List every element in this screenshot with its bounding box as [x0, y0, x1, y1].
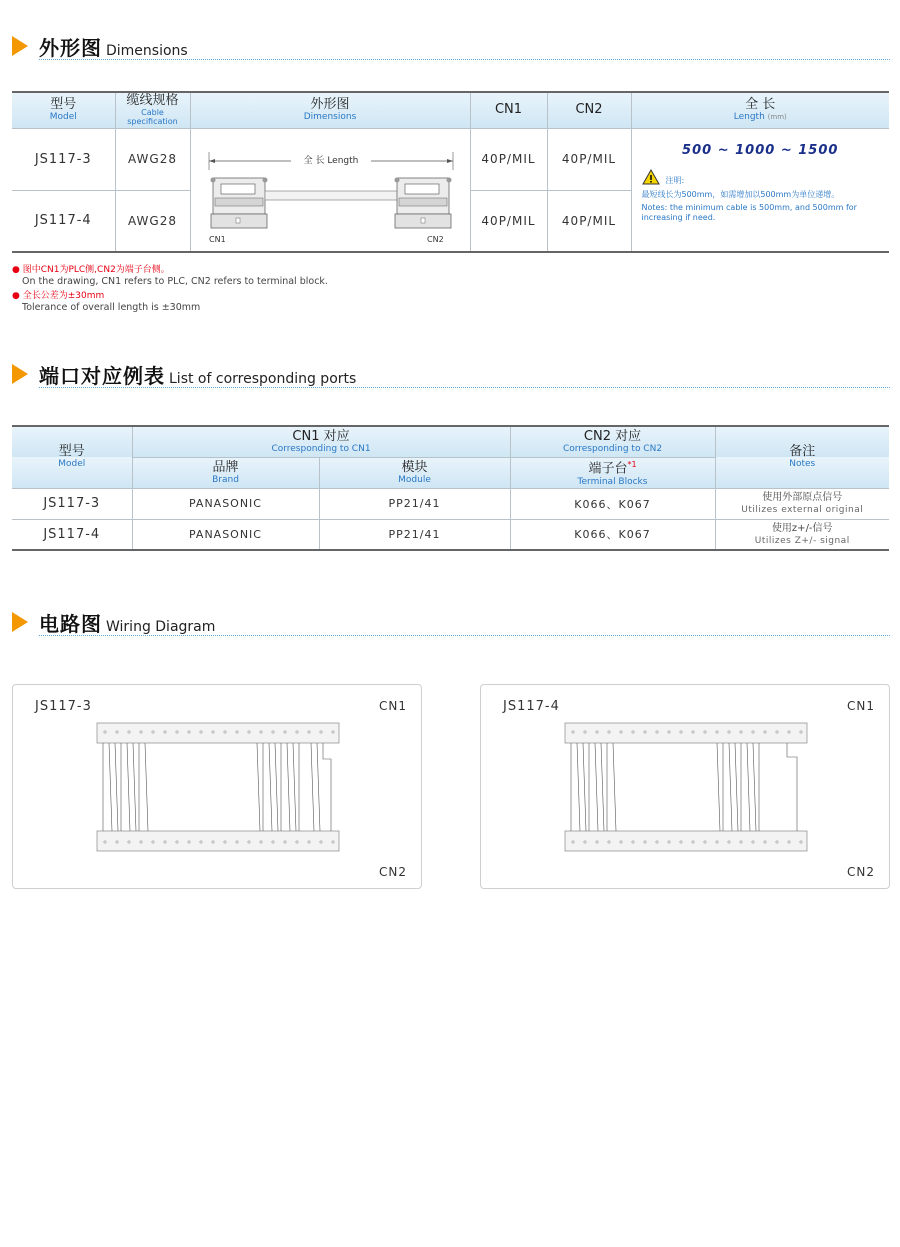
section-arrow-icon — [12, 364, 28, 384]
cn2-connector-block — [565, 831, 807, 851]
wire — [127, 743, 130, 831]
footnotes — [12, 264, 328, 314]
cn1-connector-icon — [210, 177, 267, 228]
model-cell: JS117-3 — [12, 488, 132, 519]
brand-cell: PANASONIC — [132, 519, 319, 550]
wire — [293, 743, 296, 831]
wire — [311, 743, 314, 831]
header-model: 型号 Model — [12, 92, 115, 128]
drawing-label-cn2: CN2 — [426, 234, 444, 244]
note-cn: 最短线长为500mm，如需增加以500mm为单位递增。 — [641, 189, 840, 199]
ports-table — [12, 425, 889, 551]
wiring-diagram — [481, 685, 889, 888]
header-module: 模块 Module — [319, 457, 510, 488]
section-title: 外形图 Dimensions — [39, 36, 188, 60]
wire — [269, 743, 272, 831]
table-row — [12, 128, 889, 190]
cn1-connector-block — [97, 723, 339, 743]
arrow-left-icon — [209, 159, 215, 163]
section-header-dimensions — [12, 32, 890, 62]
wire — [109, 743, 112, 831]
section-header-ports — [12, 360, 890, 390]
wiring-model-label: JS117-4 — [503, 699, 560, 714]
wiring-panel — [12, 684, 422, 889]
wire — [257, 743, 260, 831]
wire — [753, 743, 756, 831]
cn2-cell: 40P/MIL — [547, 128, 631, 190]
section-title: 电路图 Wiring Diagram — [39, 612, 216, 636]
cable-cell: AWG28 — [115, 190, 190, 252]
length-label: 全 长 Length — [303, 155, 358, 166]
cn2-connector-icon — [394, 177, 451, 228]
footnote-en: On the drawing, CN1 refers to PLC, CN2 refers to terminal block. — [22, 276, 328, 287]
note-title: 注明: — [665, 175, 685, 185]
wire — [115, 743, 118, 831]
notes-cell: 使用外部原点信号 Utilizes external original — [715, 488, 889, 519]
cn2-cell: 40P/MIL — [547, 190, 631, 252]
wiring-cn2-label: CN2 — [847, 865, 875, 879]
header-length: 全 长 Length (mm) — [631, 92, 889, 128]
footnote-cn: ● 图中CN1为PLC侧,CN2为端子台侧。 — [12, 265, 170, 275]
wire — [323, 743, 331, 831]
module-cell: PP21/41 — [319, 519, 510, 550]
warning-icon — [642, 169, 660, 189]
dotted-divider — [39, 59, 890, 60]
cable-cell: AWG28 — [115, 128, 190, 190]
length-values: 500 ~ 1000 ~ 1500 — [682, 142, 839, 158]
wire — [735, 743, 738, 831]
wire — [145, 743, 148, 831]
header-terminal: 端子台$^{*1}$ Terminal Blocks — [510, 457, 715, 488]
cable-body — [265, 191, 415, 200]
length-cell — [631, 128, 889, 252]
header-cable: 缆线规格 Cable specification — [115, 92, 190, 128]
header-cn1: CN1 对应 Corresponding to CN1 — [132, 426, 510, 457]
wiring-cn1-label: CN1 — [379, 699, 407, 713]
wiring-cn2-label: CN2 — [379, 865, 407, 879]
note-en: Notes: the minimum cable is 500mm, and 500mm for increasing if need. — [641, 202, 857, 222]
wire — [133, 743, 136, 831]
dimensions-table — [12, 91, 889, 253]
dotted-divider — [39, 635, 890, 636]
terminal-cell: K066、K067 — [510, 519, 715, 550]
wire — [595, 743, 598, 831]
wiring-panel — [480, 684, 890, 889]
dotted-divider — [39, 387, 890, 388]
arrow-right-icon — [447, 159, 453, 163]
wire — [717, 743, 720, 831]
section-title: 端口对应例表 List of corresponding ports — [39, 364, 357, 388]
cn1-cell: 40P/MIL — [470, 128, 547, 190]
module-cell: PP21/41 — [319, 488, 510, 519]
wire — [601, 743, 604, 831]
header-model: 型号 Model — [12, 426, 132, 488]
section-header-wiring — [12, 608, 890, 638]
wiring-diagram — [13, 685, 421, 888]
model-cell: JS117-4 — [12, 519, 132, 550]
cn1-connector-block — [565, 723, 807, 743]
table-header-row — [12, 92, 889, 128]
section-arrow-icon — [12, 36, 28, 56]
header-brand: 品牌 Brand — [132, 457, 319, 488]
footnote-en: Tolerance of overall length is ±30mm — [22, 302, 201, 313]
drawing-label-cn1: CN1 — [208, 234, 226, 244]
table-header-row — [12, 426, 889, 457]
wire — [729, 743, 732, 831]
wiring-cn1-label: CN1 — [847, 699, 875, 713]
header-notes: 备注 Notes — [715, 426, 889, 488]
wire — [613, 743, 616, 831]
notes-cell: 使用z+/-信号 Utilizes Z+/- signal — [715, 519, 889, 550]
terminal-cell: K066、K067 — [510, 488, 715, 519]
cable-drawing — [191, 130, 469, 250]
model-cell: JS117-3 — [12, 128, 115, 190]
wire — [275, 743, 278, 831]
cn1-cell: 40P/MIL — [470, 190, 547, 252]
section-arrow-icon — [12, 612, 28, 632]
header-cn2: CN2 — [547, 92, 631, 128]
cable-drawing-cell — [190, 128, 470, 252]
wire — [287, 743, 290, 831]
footnote-cn: ● 全长公差为±30mm — [12, 291, 105, 301]
header-cn1: CN1 — [470, 92, 547, 128]
wire — [787, 743, 797, 831]
wire — [577, 743, 580, 831]
header-cn2: CN2 对应 Corresponding to CN2 — [510, 426, 715, 457]
table-row — [12, 519, 889, 550]
cn2-connector-block — [97, 831, 339, 851]
model-cell: JS117-4 — [12, 190, 115, 252]
header-dimensions: 外形图 Dimensions — [190, 92, 470, 128]
wire — [747, 743, 750, 831]
table-row — [12, 488, 889, 519]
wire — [317, 743, 320, 831]
wire — [583, 743, 586, 831]
wiring-model-label: JS117-3 — [35, 699, 92, 714]
brand-cell: PANASONIC — [132, 488, 319, 519]
